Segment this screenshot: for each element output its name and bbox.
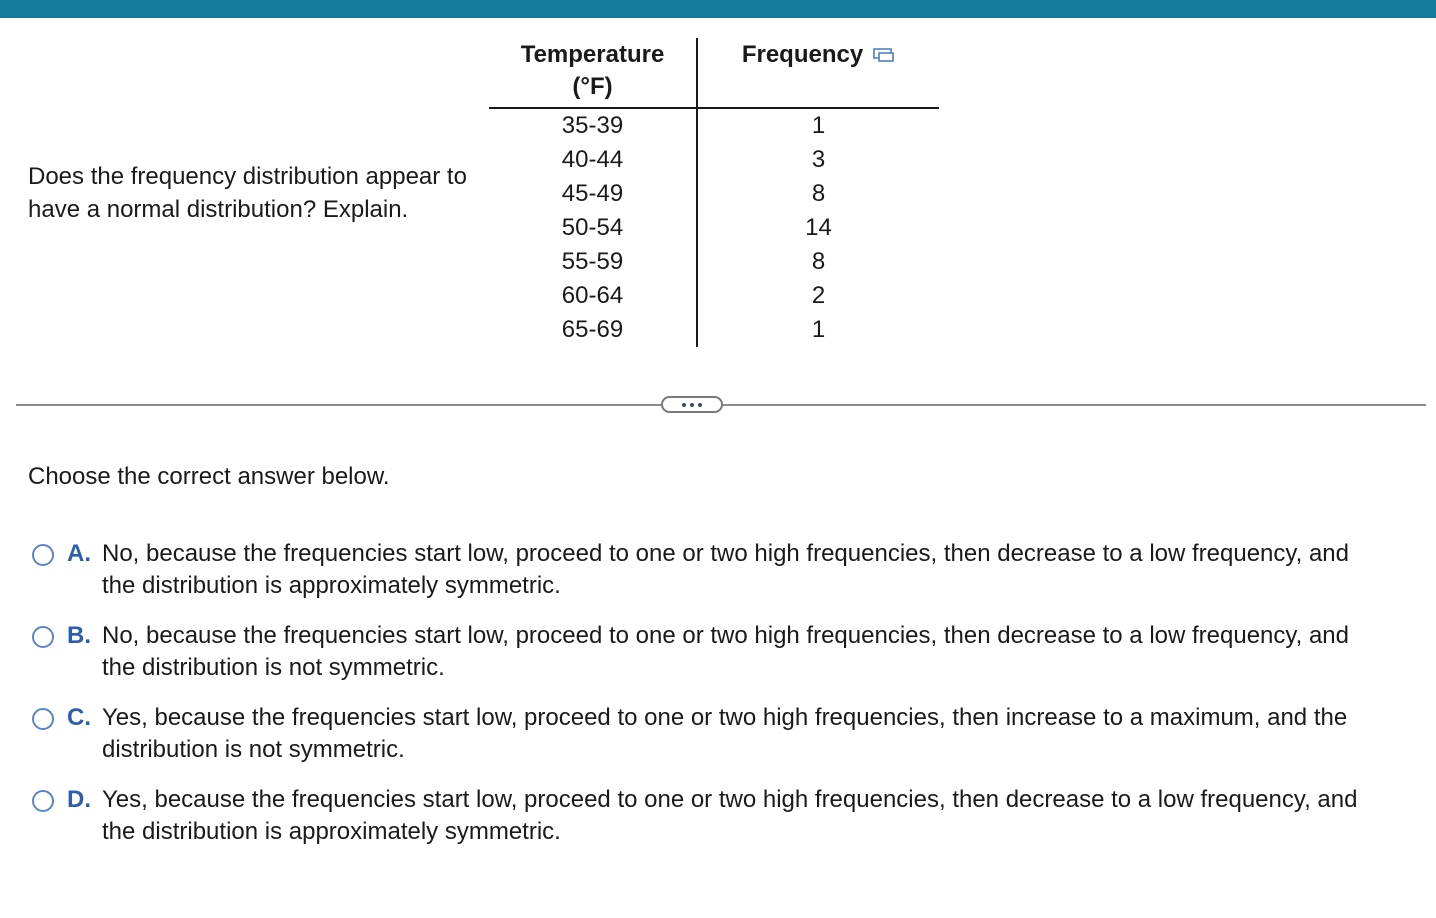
frequency-header xyxy=(697,38,939,108)
frequency-cell: 14 xyxy=(805,214,832,241)
radio-button-b[interactable] xyxy=(32,626,54,648)
option-text: No, because the frequencies start low, proceed to one or two high frequencies, then decrease to a low frequency, and the distribution is approximately symmetric. xyxy=(102,540,1349,599)
temperature-cell: 35-39 xyxy=(489,108,697,143)
answer-options xyxy=(32,538,1422,866)
question-text: Does the frequency distribution appear to have a normal distribution? Explain. xyxy=(28,163,467,223)
option-letter: C. xyxy=(67,704,91,731)
more-options-icon xyxy=(682,403,686,407)
table-row xyxy=(489,177,939,211)
frequency-table xyxy=(489,38,939,347)
option-letter: D. xyxy=(67,786,91,813)
frequency-header-label: Frequency xyxy=(741,41,864,68)
temperature-cell: 45-49 xyxy=(489,177,697,211)
more-options-icon xyxy=(698,403,702,407)
frequency-cell: 8 xyxy=(811,180,826,207)
frequency-cell: 2 xyxy=(811,282,826,309)
top-bar xyxy=(0,0,1436,18)
more-options-icon xyxy=(690,403,694,407)
table-row xyxy=(489,279,939,313)
temperature-cell: 40-44 xyxy=(489,143,697,177)
temperature-cell: 65-69 xyxy=(489,313,697,347)
option-a[interactable] xyxy=(32,538,1422,602)
option-letter: A. xyxy=(67,540,91,567)
radio-button-a[interactable] xyxy=(32,544,54,566)
table-row xyxy=(489,313,939,347)
table-row xyxy=(489,143,939,177)
copy-icon[interactable] xyxy=(873,47,895,63)
table-row xyxy=(489,211,939,245)
option-b[interactable] xyxy=(32,620,1422,684)
temperature-header xyxy=(489,38,697,108)
frequency-cell: 1 xyxy=(811,112,826,139)
option-text: Yes, because the frequencies start low, proceed to one or two high frequencies, then increase to a maximum, and the distribution is not symmetric. xyxy=(102,704,1348,763)
temperature-cell: 50-54 xyxy=(489,211,697,245)
temperature-cell: 60-64 xyxy=(489,279,697,313)
option-letter: B. xyxy=(67,622,91,649)
frequency-cell: 8 xyxy=(811,248,826,275)
temperature-header-line2: (°F) xyxy=(572,73,613,100)
frequency-cell: 3 xyxy=(811,146,826,173)
option-c[interactable] xyxy=(32,702,1422,766)
radio-button-d[interactable] xyxy=(32,790,54,812)
temperature-header-line1: Temperature xyxy=(520,41,665,68)
radio-button-c[interactable] xyxy=(32,708,54,730)
option-text: No, because the frequencies start low, proceed to one or two high frequencies, then decrease to a low frequency, and the distribution is not symmetric. xyxy=(102,622,1349,681)
instruction-text: Choose the correct answer below. xyxy=(28,463,390,490)
table-row xyxy=(489,108,939,143)
table-row xyxy=(489,245,939,279)
option-d[interactable] xyxy=(32,784,1422,848)
option-text: Yes, because the frequencies start low, proceed to one or two high frequencies, then decrease to a low frequency, and the distribution is approximately symmetric. xyxy=(102,786,1358,845)
table-header-row xyxy=(489,38,939,108)
frequency-cell: 1 xyxy=(811,316,826,343)
temperature-cell: 55-59 xyxy=(489,245,697,279)
more-options-button[interactable] xyxy=(661,396,723,413)
